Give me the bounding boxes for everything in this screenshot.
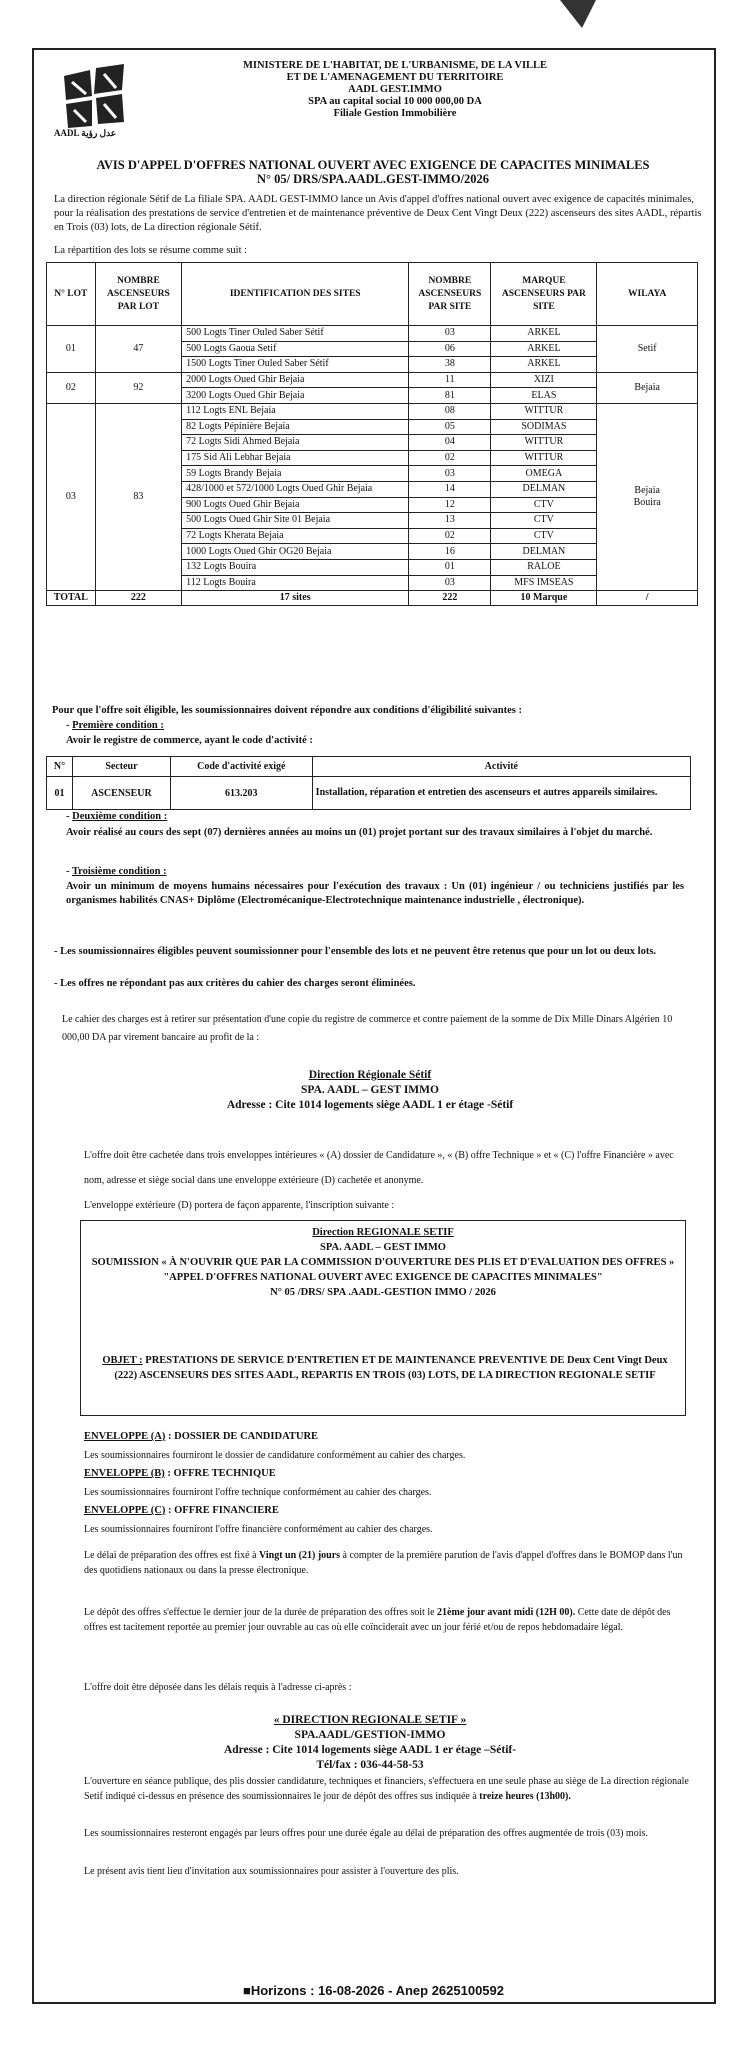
site-count: 08: [409, 403, 491, 419]
opening-paragraph: [84, 1774, 696, 1804]
lot-count: 47: [95, 326, 182, 373]
site-count: 05: [409, 419, 491, 435]
total-label: TOTAL: [47, 591, 96, 606]
address-street: Adresse : Cite 1014 logements siège AADL 1 er étage -Sétif: [226, 1099, 514, 1111]
site-brand: WITTUR: [491, 450, 597, 466]
activity-no: 01: [47, 777, 73, 810]
site-brand: ARKEL: [491, 326, 597, 342]
ministry-line: MINISTERE DE L'HABITAT, DE L'URBANISME, DE LA VILLE: [242, 60, 548, 71]
delay-bold: Vingt un (21) jours: [259, 1550, 341, 1561]
invitation-paragraph: Le présent avis tient lieu d'invitation aux soumissionnaires pour assister à l'ouverture des plis.: [84, 1866, 459, 1877]
total-sites: 17 sites: [182, 591, 409, 606]
deposit-bold: 21ème jour avant midi (12H 00).: [437, 1607, 576, 1618]
site-count: 12: [409, 497, 491, 513]
deposit-text: Cette date de dépôt des offres est tacitement reportée au premier jour ouvrable au cas où elle coïnciderait avec un jour férié et/ou de repos hebdomadaire légal.: [84, 1607, 671, 1633]
address-entity: SPA.AADL/GESTION-IMMO: [294, 1729, 446, 1741]
site-name: 1500 Logts Tiner Ouled Saber Sétif: [182, 357, 409, 373]
cahier-paragraph: Le cahier des charges est à retirer sur présentation d'une copie du registre de commerce et contre paiement de la somme de Dix Mille Dinars Algérien 10 000,00 DA par virement bancaire au profit de la :: [62, 1014, 673, 1043]
second-condition-text: Avoir réalisé au cours des sept (07) dernières années au moins un (01) projet portant sur des travaux similaires à l'objet du marché.: [66, 827, 653, 838]
envelopes-list: [84, 1428, 684, 1539]
header-brand: MARQUE ASCENSEURS PAR SITE: [491, 263, 597, 326]
site-name: 500 Logts Oued Ghir Site 01 Bejaia: [182, 513, 409, 529]
envelope-label: ENVELOPPE (C): [84, 1505, 166, 1516]
site-name: 900 Logts Oued Ghir Bejaia: [182, 497, 409, 513]
box-header: [81, 1225, 685, 1300]
lot-number: 01: [47, 326, 96, 373]
delay-paragraph: [84, 1548, 696, 1578]
eligible-note: - Les soumissionnaires éligibles peuvent soumissionner pour l'ensemble des lots et ne peuvent être retenus que pour un lot ou deux lots.: [54, 946, 657, 957]
site-name: 82 Logts Pépinière Bejaia: [182, 419, 409, 435]
activity-header-activity: Activité: [312, 757, 690, 777]
box-line: Direction REGIONALE SETIF: [312, 1227, 454, 1238]
site-name: 72 Logts Sidi Ahmed Bejaia: [182, 435, 409, 451]
regional-address: [120, 1068, 620, 1113]
box-line: SPA. AADL – GEST IMMO: [320, 1242, 446, 1253]
envelope-title: DOSSIER DE CANDIDATURE: [174, 1431, 319, 1442]
objet-label: OBJET :: [102, 1355, 143, 1366]
header-sites: IDENTIFICATION DES SITES: [182, 263, 409, 326]
first-condition-heading: - Première condition :: [66, 720, 164, 731]
conditions-intro: Pour que l'offre soit éligible, les soumissionnaires doivent répondre aux conditions d'éligibilité suivantes :: [52, 705, 523, 716]
ministry-line: Filiale Gestion Immobilière: [333, 108, 457, 119]
activity-table: [46, 756, 691, 810]
site-name: 112 Logts Bouira: [182, 575, 409, 591]
site-name: 500 Logts Gaoua Setif: [182, 341, 409, 357]
delay-text: à compter de la première parution de l'avis d'appel d'offres dans le BOMOP dans l'un des quotidiens nationaux ou dans la presse électronique.: [84, 1550, 683, 1576]
envelope-label-box: [80, 1220, 686, 1416]
envelope-b: ENVELOPPE (B) : OFFRE TECHNIQUE: [84, 1468, 276, 1479]
header-lot: N° LOT: [47, 263, 96, 326]
site-count: 11: [409, 372, 491, 388]
envelope-label: ENVELOPPE (A): [84, 1431, 166, 1442]
site-count: 03: [409, 466, 491, 482]
footer-publication: ■Horizons : 16-08-2026 - Anep 2625100592: [243, 1983, 504, 1998]
site-count: 03: [409, 326, 491, 342]
site-count: 02: [409, 528, 491, 544]
site-name: 1000 Logts Oued Ghir OG20 Bejaia: [182, 544, 409, 560]
header-count-lot: NOMBRE ASCENSEURS PAR LOT: [95, 263, 182, 326]
envelope-text: Les soumissionnaires fourniront l'offre technique conformément au cahier des charges.: [84, 1486, 432, 1498]
lot-count: 83: [95, 403, 182, 590]
site-brand: OMEGA: [491, 466, 597, 482]
header-count-site: NOMBRE ASCENSEURS PAR SITE: [409, 263, 491, 326]
delay-text: Le délai de préparation des offres est fixé à: [84, 1550, 260, 1561]
envelope-c: ENVELOPPE (C) : OFFRE FINANCIERE: [84, 1505, 279, 1516]
envelope-title: OFFRE FINANCIERE: [174, 1505, 279, 1516]
site-name: 2000 Logts Oued Ghir Bejaia: [182, 372, 409, 388]
header-wilaya: WILAYA: [597, 263, 698, 326]
opening-text: L'ouverture en séance publique, des plis dossier candidature, techniques et financiers, s'effectuera en une seule phase au siège de La direction régionale Setif indiqué ci-dessus en présence des soumissionnaires le jour de dépôt des offres sus indiquée à: [84, 1776, 689, 1802]
site-count: 16: [409, 544, 491, 560]
address-street: Adresse : Cite 1014 logements siège AADL 1 er étage –Sétif-: [223, 1744, 517, 1756]
lot-number: 03: [47, 403, 96, 590]
site-brand: CTV: [491, 513, 597, 529]
site-name: 3200 Logts Oued Ghir Bejaia: [182, 388, 409, 404]
envelope-line: L'offre doit être cachetée dans trois enveloppes intérieures « (A) dossier de Candidature », « (B) offre Technique » et « (C) l'offre Financière » avec nom, adresse et siège social dans une enveloppe extérieure (D) cachetée et anonyme.: [84, 1150, 674, 1186]
lot-number: 02: [47, 372, 96, 403]
site-count: 01: [409, 559, 491, 575]
total-row: [47, 591, 698, 606]
lots-note: La répartition des lots se résume comme suit :: [54, 245, 248, 256]
first-condition-label: Première condition :: [72, 720, 164, 731]
notice-title: [48, 158, 698, 186]
site-brand: WITTUR: [491, 403, 597, 419]
lot-wilaya: Setif: [597, 326, 698, 373]
lot-wilaya: Bejaia Bouira: [597, 403, 698, 590]
address-phone: Tél/fax : 036-44-58-53: [316, 1759, 424, 1771]
lot-wilaya: Bejaia: [597, 372, 698, 403]
site-brand: ELAS: [491, 388, 597, 404]
site-count: 13: [409, 513, 491, 529]
envelope-instructions: [84, 1143, 684, 1218]
table-row: [47, 372, 698, 388]
address-name: « DIRECTION REGIONALE SETIF »: [273, 1714, 467, 1726]
box-line: N° 05 /DRS/ SPA .AADL-GESTION IMMO / 2026: [270, 1287, 496, 1298]
corner-scan-mark: [556, 0, 596, 28]
site-count: 81: [409, 388, 491, 404]
activity-header-code: Code d'activité exigé: [170, 757, 312, 777]
eliminated-note: - Les offres ne répondant pas aux critères du cahier des charges seront éliminées.: [54, 978, 416, 989]
site-name: 500 Logts Tiner Ouled Saber Sétif: [182, 326, 409, 342]
site-brand: WITTUR: [491, 435, 597, 451]
site-name: 59 Logts Brandy Bejaia: [182, 466, 409, 482]
site-name: 112 Logts ENL Bejaia: [182, 403, 409, 419]
site-count: 14: [409, 481, 491, 497]
site-brand: CTV: [491, 497, 597, 513]
second-condition-heading: - Deuxième condition :: [66, 811, 168, 822]
site-brand: DELMAN: [491, 544, 597, 560]
envelope-text: Les soumissionnaires fourniront le dossier de candidature conformément au cahier des charges.: [84, 1449, 466, 1461]
box-line: "APPEL D'OFFRES NATIONAL OUVERT AVEC EXIGENCE DE CAPACITES MINIMALES": [163, 1272, 603, 1283]
envelope-text: Les soumissionnaires fourniront l'offre financière conformément au cahier des charges.: [84, 1523, 433, 1535]
deposit-paragraph: [84, 1605, 696, 1635]
site-name: 175 Sid Ali Lebhar Bejaia: [182, 450, 409, 466]
total-site-count: 222: [409, 591, 491, 606]
site-count: 02: [409, 450, 491, 466]
ministry-line: AADL GEST.IMMO: [348, 84, 442, 95]
first-condition-text: Avoir le registre de commerce, ayant le code d'activité :: [66, 735, 313, 746]
second-condition-label: Deuxième condition :: [72, 811, 168, 822]
total-wilaya: /: [597, 591, 698, 606]
activity-sector: ASCENSEUR: [72, 777, 170, 810]
site-name: 428/1000 et 572/1000 Logts Oued Ghir Bejaia: [182, 481, 409, 497]
opening-bold: treize heures (13h00).: [479, 1791, 571, 1802]
envelope-a: ENVELOPPE (A) : DOSSIER DE CANDIDATURE: [84, 1431, 319, 1442]
third-condition-heading: - Troisième condition :: [66, 866, 167, 877]
total-count: 222: [95, 591, 182, 606]
site-brand: RALOE: [491, 559, 597, 575]
lots-table: [46, 262, 698, 606]
site-brand: CTV: [491, 528, 597, 544]
site-brand: MFS IMSEAS: [491, 575, 597, 591]
site-name: 132 Logts Bouira: [182, 559, 409, 575]
third-condition-text: Avoir un minimum de moyens humains nécessaires pour l'exécution des travaux : Un (01) ingénieur / ou techniciens justifiés par les organismes habilités CNAS+ Diplôme (Electromécanique-Electrotechnique maintenance industrielle , électronique).: [66, 881, 684, 906]
lot-count: 92: [95, 372, 182, 403]
engagement-paragraph: Les soumissionnaires resteront engagés par leurs offres pour une durée égale au délai de préparation des offres augmentée de trois (03) mois.: [84, 1828, 648, 1839]
table-row: [47, 326, 698, 342]
total-brands: 10 Marque: [491, 591, 597, 606]
box-line: SOUMISSION « À N'OUVRIR QUE PAR LA COMMISSION D'OUVERTURE DES PLIS ET D'EVALUATION DES OFFRES »: [91, 1257, 675, 1268]
site-count: 04: [409, 435, 491, 451]
activity-header-sector: Secteur: [72, 757, 170, 777]
site-count: 06: [409, 341, 491, 357]
ministry-header: [170, 60, 620, 120]
box-objet: [95, 1353, 675, 1383]
activity-header-no: N°: [47, 757, 73, 777]
site-count: 38: [409, 357, 491, 373]
deposit-text: Le dépôt des offres s'effectue le dernier jour de la durée de préparation des offres soit le: [84, 1607, 438, 1618]
envelope-line: L'enveloppe extérieure (D) portera de façon apparente, l'inscription suivante :: [84, 1200, 395, 1211]
site-brand: XIZI: [491, 372, 597, 388]
activity-description: Installation, réparation et entretien des ascenseurs et autres appareils similaires.: [312, 777, 690, 810]
third-condition-label: Troisième condition :: [71, 866, 167, 877]
title-line: AVIS D'APPEL D'OFFRES NATIONAL OUVERT AVEC EXIGENCE DE CAPACITES MINIMALES: [96, 158, 650, 172]
deposit-note: L'offre doit être déposée dans les délais requis à l'adresse ci-après :: [84, 1682, 352, 1693]
logo-caption: AADL عدل رؤية: [54, 128, 117, 138]
site-count: 03: [409, 575, 491, 591]
deposit-address: [120, 1713, 620, 1773]
title-reference: N° 05/ DRS/SPA.AADL.GEST-IMMO/2026: [256, 172, 490, 186]
envelope-label: ENVELOPPE (B): [84, 1468, 165, 1479]
table-row: [47, 403, 698, 419]
address-name: Direction Régionale Sétif: [308, 1069, 432, 1081]
intro-paragraph: La direction régionale Sétif de La filiale SPA. AADL GEST-IMMO lance un Avis d'appel d'offres national ouvert avec exigence de capacités minimales, pour la réalisation des prestations de service d'entretien et de maintenance préventive de Deux Cent Vingt Deux (222) ascenseurs des sites AADL, répartis en Trois (03) lots, de La direction régionale Sétif.: [54, 194, 702, 233]
activity-code: 613.203: [170, 777, 312, 810]
ministry-line: ET DE L'AMENAGEMENT DU TERRITOIRE: [286, 72, 504, 83]
objet-text: PRESTATIONS DE SERVICE D'ENTRETIEN ET DE MAINTENANCE PREVENTIVE DE Deux Cent Vingt Deux (222) ASCENSEURS DES SITES AADL, REPARTIS EN TROIS (03) LOTS, DE LA DIRECTION REGIONALE SETIF: [114, 1355, 668, 1381]
site-brand: SODIMAS: [491, 419, 597, 435]
site-brand: ARKEL: [491, 341, 597, 357]
ministry-line: SPA au capital social 10 000 000,00 DA: [308, 96, 482, 107]
site-name: 72 Logts Kherata Bejaia: [182, 528, 409, 544]
address-entity: SPA. AADL – GEST IMMO: [301, 1084, 439, 1096]
site-brand: ARKEL: [491, 357, 597, 373]
envelope-title: OFFRE TECHNIQUE: [173, 1468, 276, 1479]
site-brand: DELMAN: [491, 481, 597, 497]
